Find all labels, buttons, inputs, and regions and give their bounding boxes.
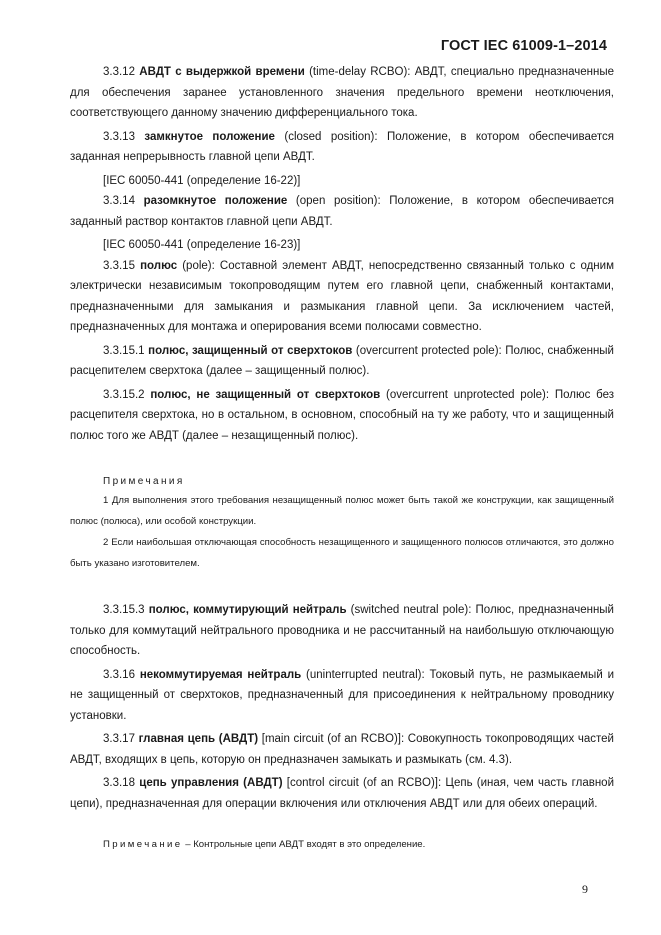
note-item-1: 1 Для выполнения этого требования незащищенный полюс может быть такой же конструкции, как защищенный полюс (полюса), или особой конструкции. [70,495,614,527]
term: некоммутируемая нейтраль [139,668,302,681]
notes-block [70,473,614,574]
definition-text: (switched neutral pole): Полюс, предназначенный только для коммутаций нейтрального проводника и не рассчитанный на наибольшую отключающую способность. [70,604,614,657]
definition-text: (time-delay RCBO): АВДТ, специально предназначенные для обеспечения заранее установленного значения предельного времени неотключения, соответствующего данному значению дифференциального тока. [70,66,614,119]
definition-text: [control circuit (of an RCBO)]: Цепь (иная, чем часть главной цепи), предназначенная для операции включения или отключения АВДТ или для обеих операций. [70,777,614,810]
clause-number: 3.3.18 [103,777,135,789]
definition-text: (overcurrent protected pole): Полюс, снабженный расцепителем сверхтока (далее – защищенный полюс). [70,344,614,377]
clause-number: 3.3.17 [103,733,135,745]
reference-line: [IEC 60050-441 (определение 16-23)] [103,239,301,251]
clause-number: 3.3.15.1 [103,344,145,357]
definition-text: (closed position): Положение, в котором обеспечивается заданная непрерывность главной цепи АВДТ. [70,130,614,163]
definitions-block-2 [70,600,614,814]
clause-number: 3.3.16 [103,668,135,681]
final-note-text: – Контрольные цепи АВДТ входят в это определение. [182,839,426,850]
term: полюс, защищенный от сверхтоков [148,344,353,357]
document-header: ГОСТ IEC 61009-1–2014 [440,38,607,54]
note-item-2: 2 Если наибольшая отключающая способность незащищенного и защищенного полюсов отличаются, это должно быть указано изготовителем. [70,537,614,569]
definition-paragraph [70,729,614,770]
clause-number: 3.3.14 [103,195,135,207]
definition-text: [main circuit (of an RCBO)]: Совокупность токопроводящих частей АВДТ, входящих в цепь, которую он предназначен замыкать и размыкать (см. 4.3). [70,733,614,766]
definition-paragraph [70,127,614,168]
term: замкнутое положение [144,130,275,143]
clause-number: 3.3.12 [103,66,135,78]
term: полюс, не защищенный от сверхтоков [150,388,381,401]
clause-number: 3.3.13 [103,130,135,143]
term: полюс, коммутирующий нейтраль [148,604,347,616]
definition-paragraph [70,665,614,727]
definition-text: (open position): Положение, в котором обеспечивается заданный раствор контактов главной цепи АВДТ. [70,195,614,228]
definition-paragraph [70,385,614,447]
clause-number: 3.3.15 [103,259,135,272]
definitions-block-1 [70,62,614,446]
definition-text: (uninterrupted neutral): Токовый путь, не размыкаемый и не защищенный от сверхтоков, предназначенный для присоединения к нейтральному проводнику установки. [70,668,614,722]
final-note-label: Примечание [103,839,183,850]
term: главная цепь (АВДТ) [138,733,259,745]
page-content [70,62,614,853]
clause-number: 3.3.15.2 [103,388,145,401]
term: полюс [140,259,178,272]
reference-line: [IEC 60050-441 (определение 16-22)] [103,174,301,187]
final-note [70,837,614,853]
clause-number: 3.3.15.3 [103,604,145,616]
definition-paragraph [70,256,614,338]
term: разомкнутое положение [143,195,288,207]
page-number: 9 [582,882,588,896]
notes-title: Примечания [103,476,185,487]
definition-text: (pole): Составной элемент АВДТ, непосредственно связанный только с одним электрически независимым токопроводящим путем его главной цепи, снабженный контактами, предназначенными для замыкания и размыкания главной цепи. За исключением частей, предназначенных для монтажа и оперирования всеми полюсами совместно. [70,259,614,333]
definition-paragraph [70,773,614,814]
definition-paragraph [70,341,614,382]
term: АВДТ с выдержкой времени [139,66,305,78]
definition-text: (overcurrent unprotected pole): Полюс без расцепителя сверхтока, но в остальном, в основном, способный на ту же работу, что и защищенный полюс того же АВДТ (далее – незащищенный полюс). [70,388,614,442]
term: цепь управления (АВДТ) [139,777,283,789]
definition-paragraph [70,191,614,232]
definition-paragraph [70,62,614,124]
definition-paragraph [70,600,614,662]
